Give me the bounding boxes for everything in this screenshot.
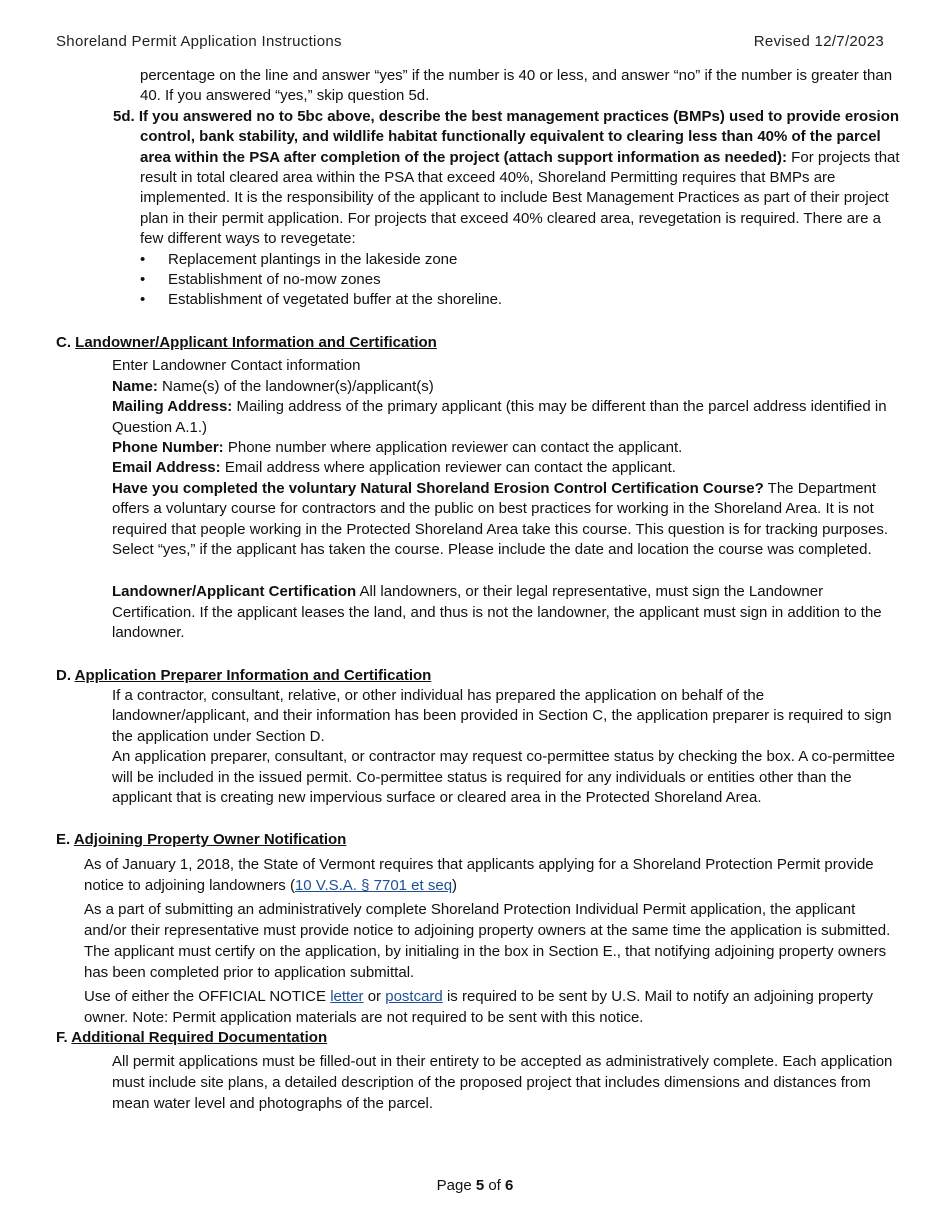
section-d-paragraph-1: If a contractor, consultant, relative, or other individual has prepared the application on behalf of the landowner/applicant, and their information has been provided in Section C, the application preparer is required to sign the application under Section D. [112, 686, 892, 745]
name-instruction [56, 377, 901, 397]
section-e-heading [56, 830, 901, 850]
section-f-paragraph: All permit applications must be filled-out in their entirety to be accepted as administratively complete. Each application must include site plans, a detailed description of the proposed project that includes dimensions and distances from mean water level and photographs of the parcel. [112, 1053, 893, 1113]
section-e-paragraph-2: As a part of submitting an administratively complete Shoreland Protection Individual Permit application, the applicant and/or their representative must provide notice to adjoining property owners at the same time the application is submitted. The applicant must certify on the application, by initialing in the box in Section E., that notifying adjoining property owners has been completed prior to application submittal. [84, 900, 891, 981]
section-c-title: Landowner/Applicant Information and Certification [75, 333, 437, 351]
course-instruction [56, 479, 901, 561]
section-e-title: Adjoining Property Owner Notification [73, 831, 347, 849]
page-total: 6 [505, 1177, 514, 1194]
section-e-paragraph-1 [56, 854, 901, 896]
section-e-p3-text: Use of either the OFFICIAL NOTICE [84, 987, 331, 1005]
section-e-p3-tail: is required to be sent by U.S. Mail to notify an adjoining property owner. Note: Permit application materials are not required to be sent with this notice. [84, 987, 874, 1026]
email-label: Email Address: [112, 459, 221, 477]
list-item: • Establishment of no-mow zones [140, 270, 901, 290]
section-f-heading [56, 1028, 901, 1048]
statute-link[interactable]: 10 V.S.A. § 7701 et seq [294, 876, 453, 894]
q5d-paragraph [56, 107, 901, 250]
postcard-link[interactable]: postcard [385, 987, 443, 1005]
section-d-letter: D. [56, 666, 71, 684]
section-e-p3-or: or [363, 987, 386, 1005]
phone-label: Phone Number: [112, 438, 224, 456]
phone-instruction [56, 438, 901, 458]
q5d-text: For projects that result in total cleared area within the PSA that exceed 40%, Shoreland Permitting requires that BMPs are implemented. It is the responsibility of the applicant to include Best Management Practices as part of their project plan in their permit application. For projects that exceed 40% cleared area, revegetation is required. There are a few different ways to revegetate: [140, 148, 900, 248]
revegetation-list [56, 250, 901, 311]
course-label: Have you completed the voluntary Natural Shoreland Erosion Control Certification Course? [112, 479, 764, 497]
mailing-address-label: Mailing Address: [112, 398, 233, 416]
course-text: The Department offers a voluntary course for contractors and the public on best practices for working in the Shoreland Area. It is not required that people working in the Protected Shoreland Area take this course. This question is for tracking purposes. Select “yes,” if the applicant has taken the course. Please include the date and location the course was completed. [112, 479, 889, 558]
document-body [56, 66, 901, 1114]
section-f-letter: F. [56, 1028, 68, 1046]
list-item: • Establishment of vegetated buffer at the shoreline. [140, 290, 901, 310]
letter-link[interactable]: letter [330, 987, 364, 1005]
name-label: Name: [112, 377, 158, 395]
email-instruction [56, 458, 901, 478]
mailing-address-instruction [56, 397, 901, 438]
page-of-label: of [484, 1177, 506, 1194]
section-c-intro: Enter Landowner Contact information [112, 357, 361, 375]
phone-text: Phone number where application reviewer can contact the applicant. [223, 438, 683, 456]
page-number: 5 [475, 1177, 485, 1194]
section-e-letter: E. [56, 831, 71, 849]
section-e-p1-close: ) [452, 876, 458, 894]
landowner-certification [56, 582, 901, 643]
section-d-heading [56, 666, 901, 686]
page-label: Page [436, 1177, 476, 1194]
list-item: • Replacement plantings in the lakeside zone [140, 250, 901, 270]
header-revised-date: Revised 12/7/2023 [753, 33, 884, 50]
section-d-paragraph-2: An application preparer, consultant, or contractor may request co-permittee status by checking the box. A co-permittee will be included in the issued permit. Co-permittee status is required for any individuals or entities other than the applicant that is creating new impervious surface or cleared area in the Protected Shoreland Area. [112, 748, 895, 806]
header-title: Shoreland Permit Application Instructions [56, 33, 342, 50]
section-f-title: Additional Required Documentation [71, 1028, 328, 1046]
page-footer [0, 1177, 950, 1194]
name-text: Name(s) of the landowner(s)/applicant(s) [157, 377, 434, 395]
section-c-letter: C. [56, 333, 71, 351]
mailing-address-text: Mailing address of the primary applicant (this may be different than the parcel address identified in Question A.1.) [112, 398, 887, 436]
section-e-p1-text: As of January 1, 2018, the State of Vermont requires that applicants applying for a Shoreland Protection Permit provide notice to adjoining landowners ( [84, 855, 874, 894]
landowner-certification-label: Landowner/Applicant Certification [112, 583, 357, 601]
email-text: Email address where application reviewer can contact the applicant. [220, 459, 676, 477]
q5d-question: 5d. If you answered no to 5bc above, describe the best management practices (BMPs) used to provide erosion control, bank stability, and wildlife habitat functionally equivalent to clearing less than 40% of the parcel area within the PSA after completion of the project (attach support information as needed): [113, 107, 900, 166]
q5c-continuation: percentage on the line and answer “yes” if the number is 40 or less, and answer “no” if the number is greater than 40. If you answered “yes,” skip question 5d. [140, 67, 893, 105]
section-d-title: Application Preparer Information and Certification [74, 666, 432, 684]
section-c-heading [56, 333, 901, 353]
landowner-certification-text: All landowners, or their legal representative, must sign the Landowner Certification. If the applicant leases the land, and thus is not the landowner, the applicant must sign in addition to the landowner. [112, 583, 882, 642]
section-e-paragraph-3 [56, 986, 901, 1028]
